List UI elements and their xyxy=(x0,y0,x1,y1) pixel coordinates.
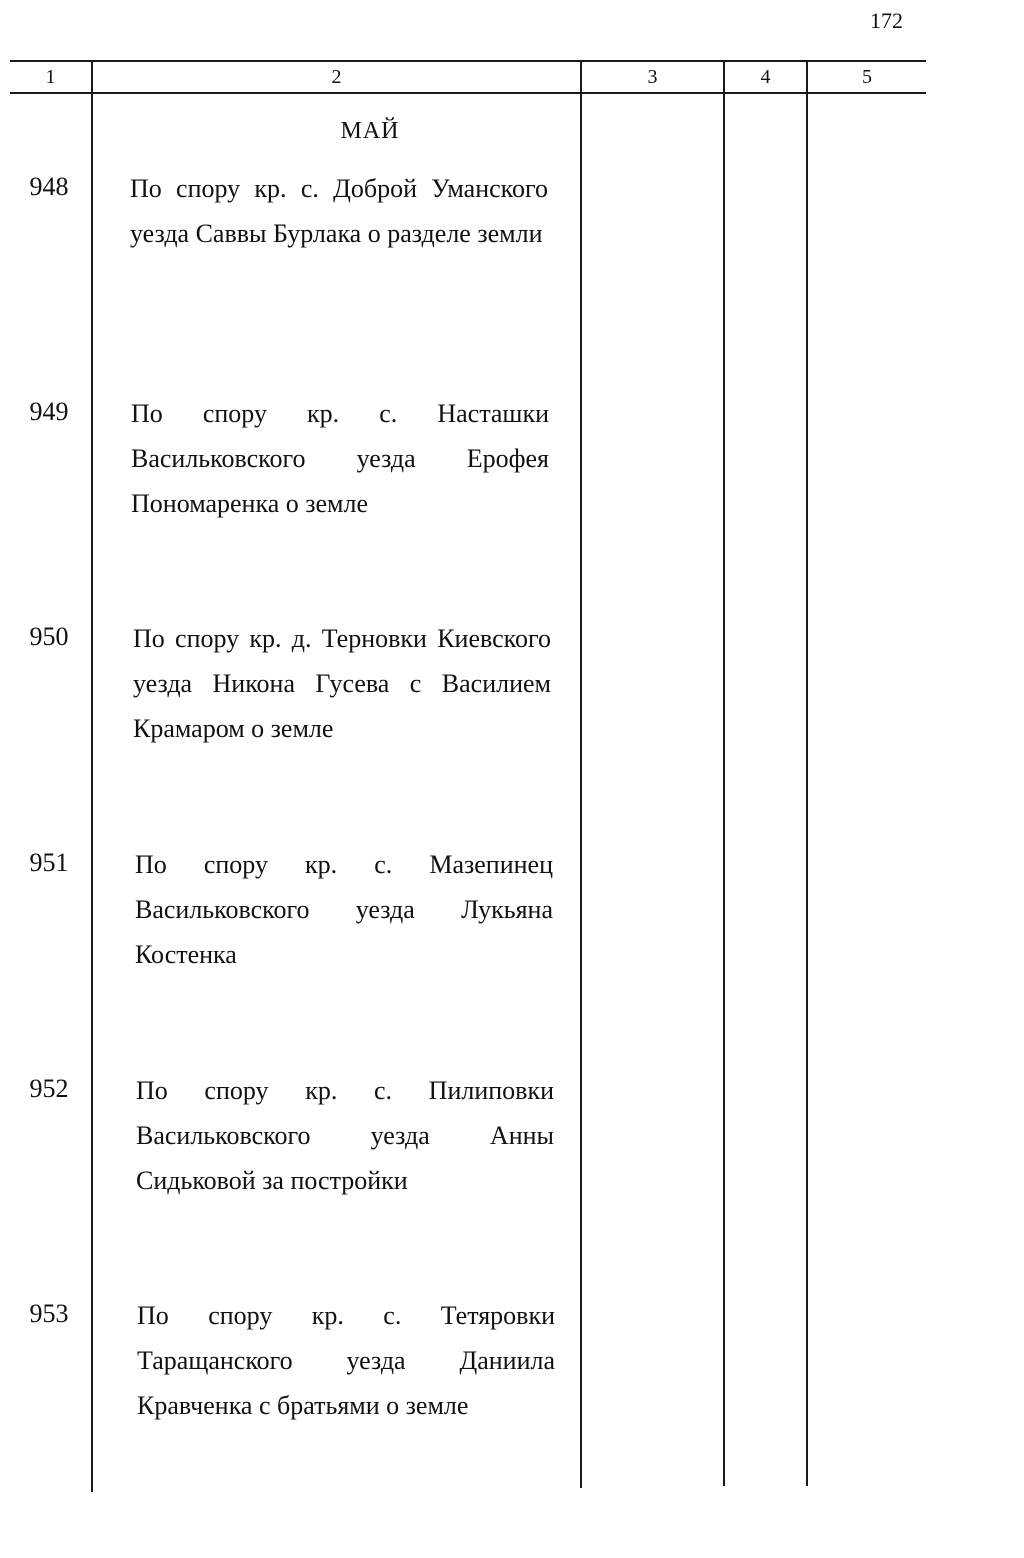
column-divider-3 xyxy=(723,62,725,1486)
column-divider-4 xyxy=(806,62,808,1486)
column-header-4: 4 xyxy=(760,66,771,88)
entry-description: По спору кр. с. Пилиповки Васильковского уезда Анны Сидьковой за постройки xyxy=(136,1076,554,1195)
entry-number: 953 xyxy=(29,1299,69,1328)
column-header-1: 1 xyxy=(45,66,56,88)
column-divider-1 xyxy=(91,62,93,1492)
entry-number: 951 xyxy=(29,848,69,877)
entry-description: По спору кр. с. Доброй Уманского уезда Саввы Бурлака о разделе земли xyxy=(130,174,548,248)
entry-description: По спору кр. с. Насташки Васильковского уезда Ерофея Пономаренка о земле xyxy=(131,399,549,518)
column-divider-2 xyxy=(580,62,582,1488)
header-top-rule xyxy=(10,60,926,62)
entry-number: 949 xyxy=(29,397,69,426)
month-heading: МАЙ xyxy=(340,118,400,144)
entry-number: 948 xyxy=(29,172,69,201)
entry-number: 950 xyxy=(29,622,69,651)
column-header-3: 3 xyxy=(647,66,658,88)
header-bottom-rule xyxy=(10,92,926,94)
entry-number: 952 xyxy=(29,1074,69,1103)
entry-description: По спору кр. д. Терновки Киевского уезда Никона Гусева с Василием Крамаром о земле xyxy=(133,624,551,743)
entry-description: По спору кр. с. Тетяровки Таращанского уезда Даниила Кравченка с братьями о земле xyxy=(137,1301,555,1420)
column-header-5: 5 xyxy=(862,66,872,88)
page-number: 172 xyxy=(870,8,903,33)
entry-description: По спору кр. с. Мазепинец Васильковского уезда Лукьяна Костенка xyxy=(135,850,553,969)
column-header-2: 2 xyxy=(331,66,342,88)
